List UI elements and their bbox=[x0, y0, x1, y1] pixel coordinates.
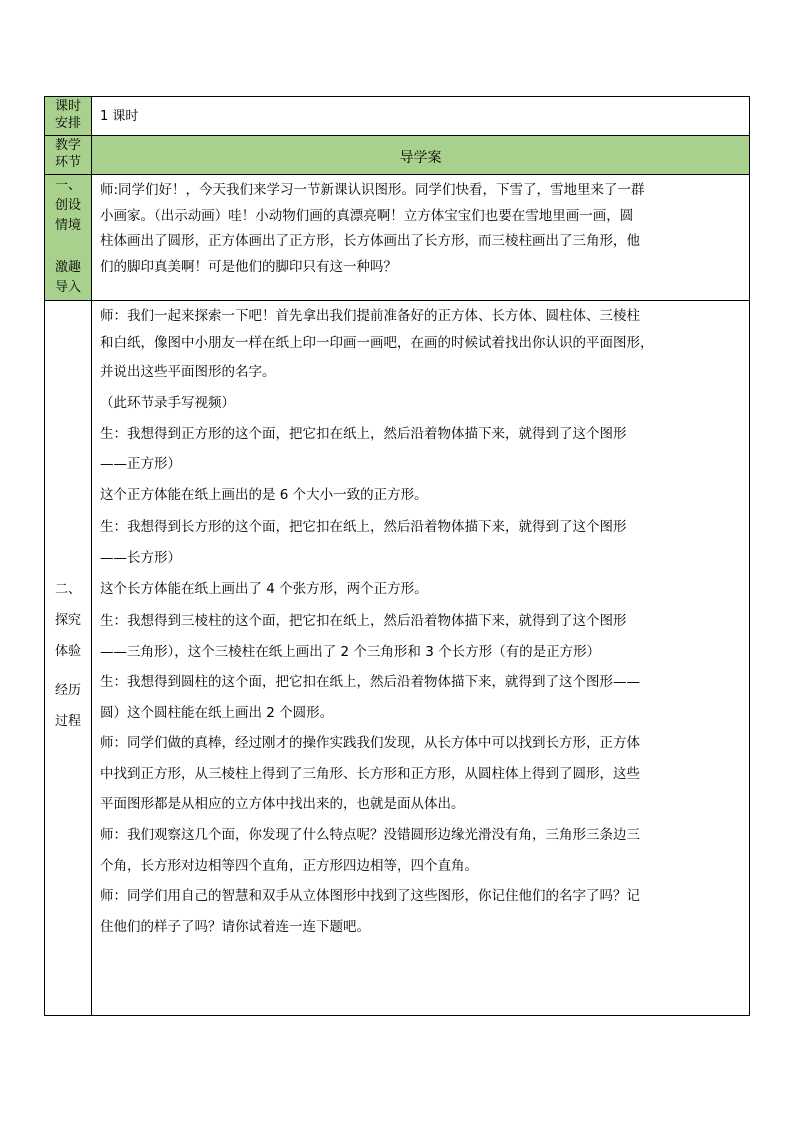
label-stage-2 bbox=[45, 301, 92, 1016]
label-line: 情境 bbox=[54, 218, 81, 233]
label-line: 环节 bbox=[54, 155, 81, 170]
label-line: 课时 bbox=[54, 99, 81, 114]
paragraph-line: 小画家。（出示动画）哇！小动物们画的真漂亮啊！立方体宝宝们也要在雪地里画一画，圆 bbox=[100, 207, 634, 224]
section-title: 导学案 bbox=[399, 150, 442, 166]
label-line: 导入 bbox=[54, 280, 81, 295]
label-teaching-section bbox=[45, 136, 92, 175]
paragraph-line: 生：我想得到三棱柱的这个面，把它扣在纸上，然后沿着物体描下来，就得到了这个图形 bbox=[100, 613, 627, 629]
label-line: 过程 bbox=[54, 714, 81, 729]
row-stage-2 bbox=[45, 301, 750, 1016]
class-hours-text: 1 课时 bbox=[100, 109, 139, 124]
row-teaching-section bbox=[45, 136, 750, 175]
paragraph-line: ——正方形） bbox=[100, 456, 181, 472]
paragraph-line: 个角，长方形对边相等四个直角，正方形四边相等，四个直角。 bbox=[100, 858, 478, 874]
label-stage-1 bbox=[45, 175, 92, 301]
label-line: 一、 bbox=[54, 178, 81, 193]
value-class-hours bbox=[92, 97, 750, 136]
content-stage-2 bbox=[92, 301, 750, 1016]
paragraph-line: 圆）这个圆柱能在纸上画出 2 个圆形。 bbox=[100, 705, 334, 721]
paragraph-line: 这个正方体能在纸上画出的是 6 个大小一致的正方形。 bbox=[100, 487, 428, 503]
paragraph-line: 中找到正方形，从三棱柱上得到了三角形、长方形和正方形，从圆柱体上得到了圆形，这些 bbox=[100, 766, 640, 782]
section-header bbox=[92, 136, 750, 175]
lesson-plan-table bbox=[44, 96, 750, 1016]
paragraph-line: 生：我想得到正方形的这个面，把它扣在纸上，然后沿着物体描下来，就得到了这个图形 bbox=[100, 426, 627, 442]
paragraph-line: 师：我们一起来探索一下吧！首先拿出我们提前准备好的正方体、长方体、圆柱体、三棱柱 bbox=[100, 308, 640, 324]
label-line: 经历 bbox=[54, 683, 81, 698]
row-stage-1 bbox=[45, 175, 750, 301]
paragraph-line: 师：同学们做的真棒，经过刚才的操作实践我们发现，从长方体中可以找到长方形，正方体 bbox=[100, 735, 640, 751]
paragraph-line: 柱体画出了圆形，正方体画出了正方形，长方体画出了长方形，而三棱柱画出了三角形，他 bbox=[100, 233, 640, 249]
label-line: 创设 bbox=[54, 198, 81, 213]
paragraph-line: 并说出这些平面图形的名字。 bbox=[100, 364, 276, 380]
label-line: 安排 bbox=[54, 116, 81, 131]
paragraph-line: 师:同学们好！，今天我们来学习一节新课认识图形。同学们快看，下雪了，雪地里来了一群 bbox=[100, 182, 645, 198]
row-class-hours bbox=[45, 97, 750, 136]
label-line: 激趣 bbox=[54, 260, 81, 275]
paragraph-line: 生：我想得到圆柱的这个面，把它扣在纸上，然后沿着物体描下来，就得到了这个图形—— bbox=[100, 674, 640, 690]
label-class-hours bbox=[45, 97, 92, 136]
label-line: 体验 bbox=[54, 644, 81, 659]
label-line: 教学 bbox=[54, 138, 81, 153]
paragraph-line: 师：同学们用自己的智慧和双手从立体图形中找到了这些图形，你记住他们的名字了吗？记 bbox=[100, 888, 640, 904]
paragraph-line: 平面图形都是从相应的立方体中找出来的，也就是面从体出。 bbox=[100, 796, 465, 812]
label-line: 探究 bbox=[54, 613, 81, 628]
paragraph-line: ——长方形） bbox=[100, 550, 181, 566]
paragraph-line: ——三角形），这个三棱柱在纸上画出了 2 个三角形和 3 个长方形（有的是正方形） bbox=[100, 644, 601, 660]
label-line: 二、 bbox=[54, 582, 81, 597]
paragraph-line: 这个长方体能在纸上画出了 4 个张方形，两个正方形。 bbox=[100, 581, 428, 597]
paragraph-line: 和白纸，像图中小朋友一样在纸上印一印画一画吧，在画的时候试着找出你认识的平面图形， bbox=[100, 335, 654, 351]
paragraph-line: 师：我们观察这几个面，你发现了什么特点呢？没错圆形边缘光滑没有角，三角形三条边三 bbox=[100, 827, 640, 843]
paragraph-line: （此环节录手写视频） bbox=[100, 395, 235, 411]
paragraph-line: 住他们的样子了吗？请你试着连一连下题吧。 bbox=[100, 919, 370, 935]
content-stage-1 bbox=[92, 175, 750, 301]
paragraph-line: 们的脚印真美啊！可是他们的脚印只有这一种吗？ bbox=[100, 258, 397, 275]
paragraph-line: 生：我想得到长方形的这个面，把它扣在纸上，然后沿着物体描下来，就得到了这个图形 bbox=[100, 519, 627, 535]
